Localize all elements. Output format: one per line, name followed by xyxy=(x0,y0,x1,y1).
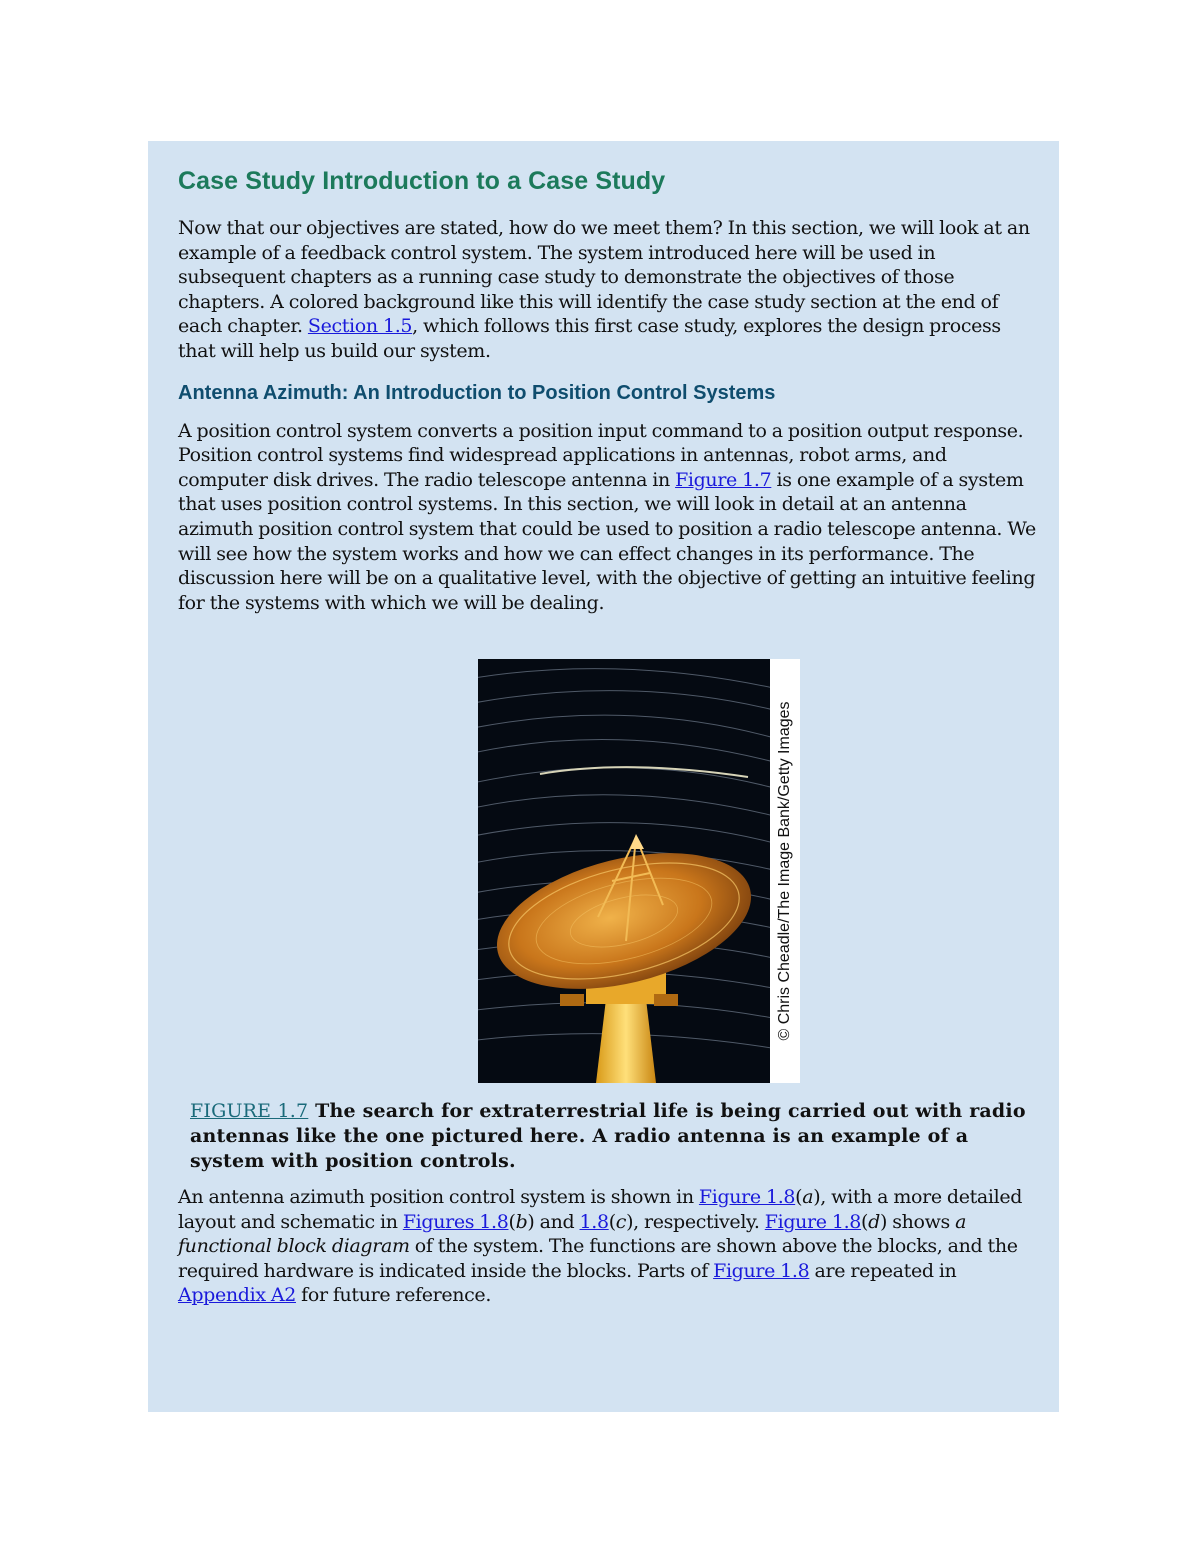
para3-italic-b: b xyxy=(515,1210,528,1233)
intro-text: Now that our objectives are stated, how do we meet them? In this section, we will look at an example of a feedback control system. The system introduced here will be used in subsequent chapters as a running case study to demonstrate the objectives of those chapters. A colored background like this will identify the case study section at the end of each chapter. xyxy=(178,217,1030,338)
subsection-title: Antenna Azimuth: An Introduction to Position Control Systems xyxy=(178,381,776,404)
antenna-azimuth-paragraph xyxy=(178,1185,1038,1308)
para3-text-2: ( xyxy=(795,1186,803,1208)
para3-italic-block-diagram: a functional block diagram xyxy=(178,1210,967,1258)
figure-1-7-label-link[interactable]: FIGURE 1.7 xyxy=(190,1100,309,1122)
para3-text-4: ( xyxy=(508,1210,516,1233)
para3-text-11: are repeated in xyxy=(809,1259,957,1282)
radio-telescope-photo xyxy=(478,659,770,1083)
figure-caption xyxy=(190,1099,1040,1174)
section-title: Case Study Introduction to a Case Study xyxy=(178,167,666,195)
figures-1-8-link[interactable]: Figures 1.8 xyxy=(402,1210,509,1233)
para3-text-6: ( xyxy=(608,1210,616,1233)
para3-text-5: ) and xyxy=(527,1210,580,1233)
position-control-paragraph xyxy=(178,419,1038,616)
figure-1-8-link[interactable]: Figure 1.8 xyxy=(698,1186,796,1208)
figure-1-8-parts-link[interactable]: Figure 1.8 xyxy=(713,1259,810,1282)
para3-text-10: of the system. The functions are shown above the blocks, and the required hardware is indicated inside the blocks. Parts of xyxy=(178,1235,1018,1282)
figure-caption-text: The search for extraterrestrial life is being carried out with radio antennas like the one pictured here. A radio antenna is an example of a system with position controls. xyxy=(190,1100,1026,1172)
para3-text-3: ), with a more detailed layout and schematic in xyxy=(178,1186,1023,1233)
intro-text-end: , which follows this first case study, explores the design process that will help us build our system. xyxy=(178,315,1001,362)
case-study-panel xyxy=(148,141,1059,1412)
para3-italic-c: c xyxy=(615,1210,627,1233)
para3-text-8: ( xyxy=(861,1210,869,1233)
figure-1-7 xyxy=(478,659,800,1083)
photo-credit xyxy=(770,659,800,1083)
figure-1-8c-link[interactable]: 1.8 xyxy=(579,1210,609,1233)
section-1-5-link[interactable]: Section 1.5 xyxy=(307,315,413,338)
para3-text-9: ) shows xyxy=(879,1210,956,1233)
intro-paragraph xyxy=(178,216,1038,364)
para3-italic-d: d xyxy=(868,1210,880,1233)
para3-text-1: An antenna azimuth position control system is shown in xyxy=(178,1186,699,1208)
para2-text-end: is one example of a system that uses position control systems. In this section, we will look in detail at an antenna azimuth position control system that could be used to position a radio telescope antenna. We will see how the system works and how we can effect changes in its performance. The discussion here will be on a qualitative level, with the objective of getting an intuitive feeling for the systems with which we will be dealing. xyxy=(178,468,1036,614)
case-study-content xyxy=(178,167,1038,1307)
para3-text-7: ), respectively. xyxy=(626,1210,765,1233)
photo-credit-text: © Chris Cheadle/The Image Bank/Getty Images xyxy=(776,701,793,1041)
figure-1-8d-link[interactable]: Figure 1.8 xyxy=(764,1210,862,1233)
para2-text: A position control system converts a position input command to a position output response. Position control systems find widespread applications in antennas, robot arms, and computer disk drives. The radio telescope antenna in xyxy=(178,419,1024,491)
para3-italic-a: a xyxy=(802,1186,814,1208)
figure-1-7-link[interactable]: Figure 1.7 xyxy=(675,468,772,491)
appendix-a2-link[interactable]: Appendix A2 xyxy=(178,1284,296,1307)
para3-text-12: for future reference. xyxy=(295,1284,492,1307)
